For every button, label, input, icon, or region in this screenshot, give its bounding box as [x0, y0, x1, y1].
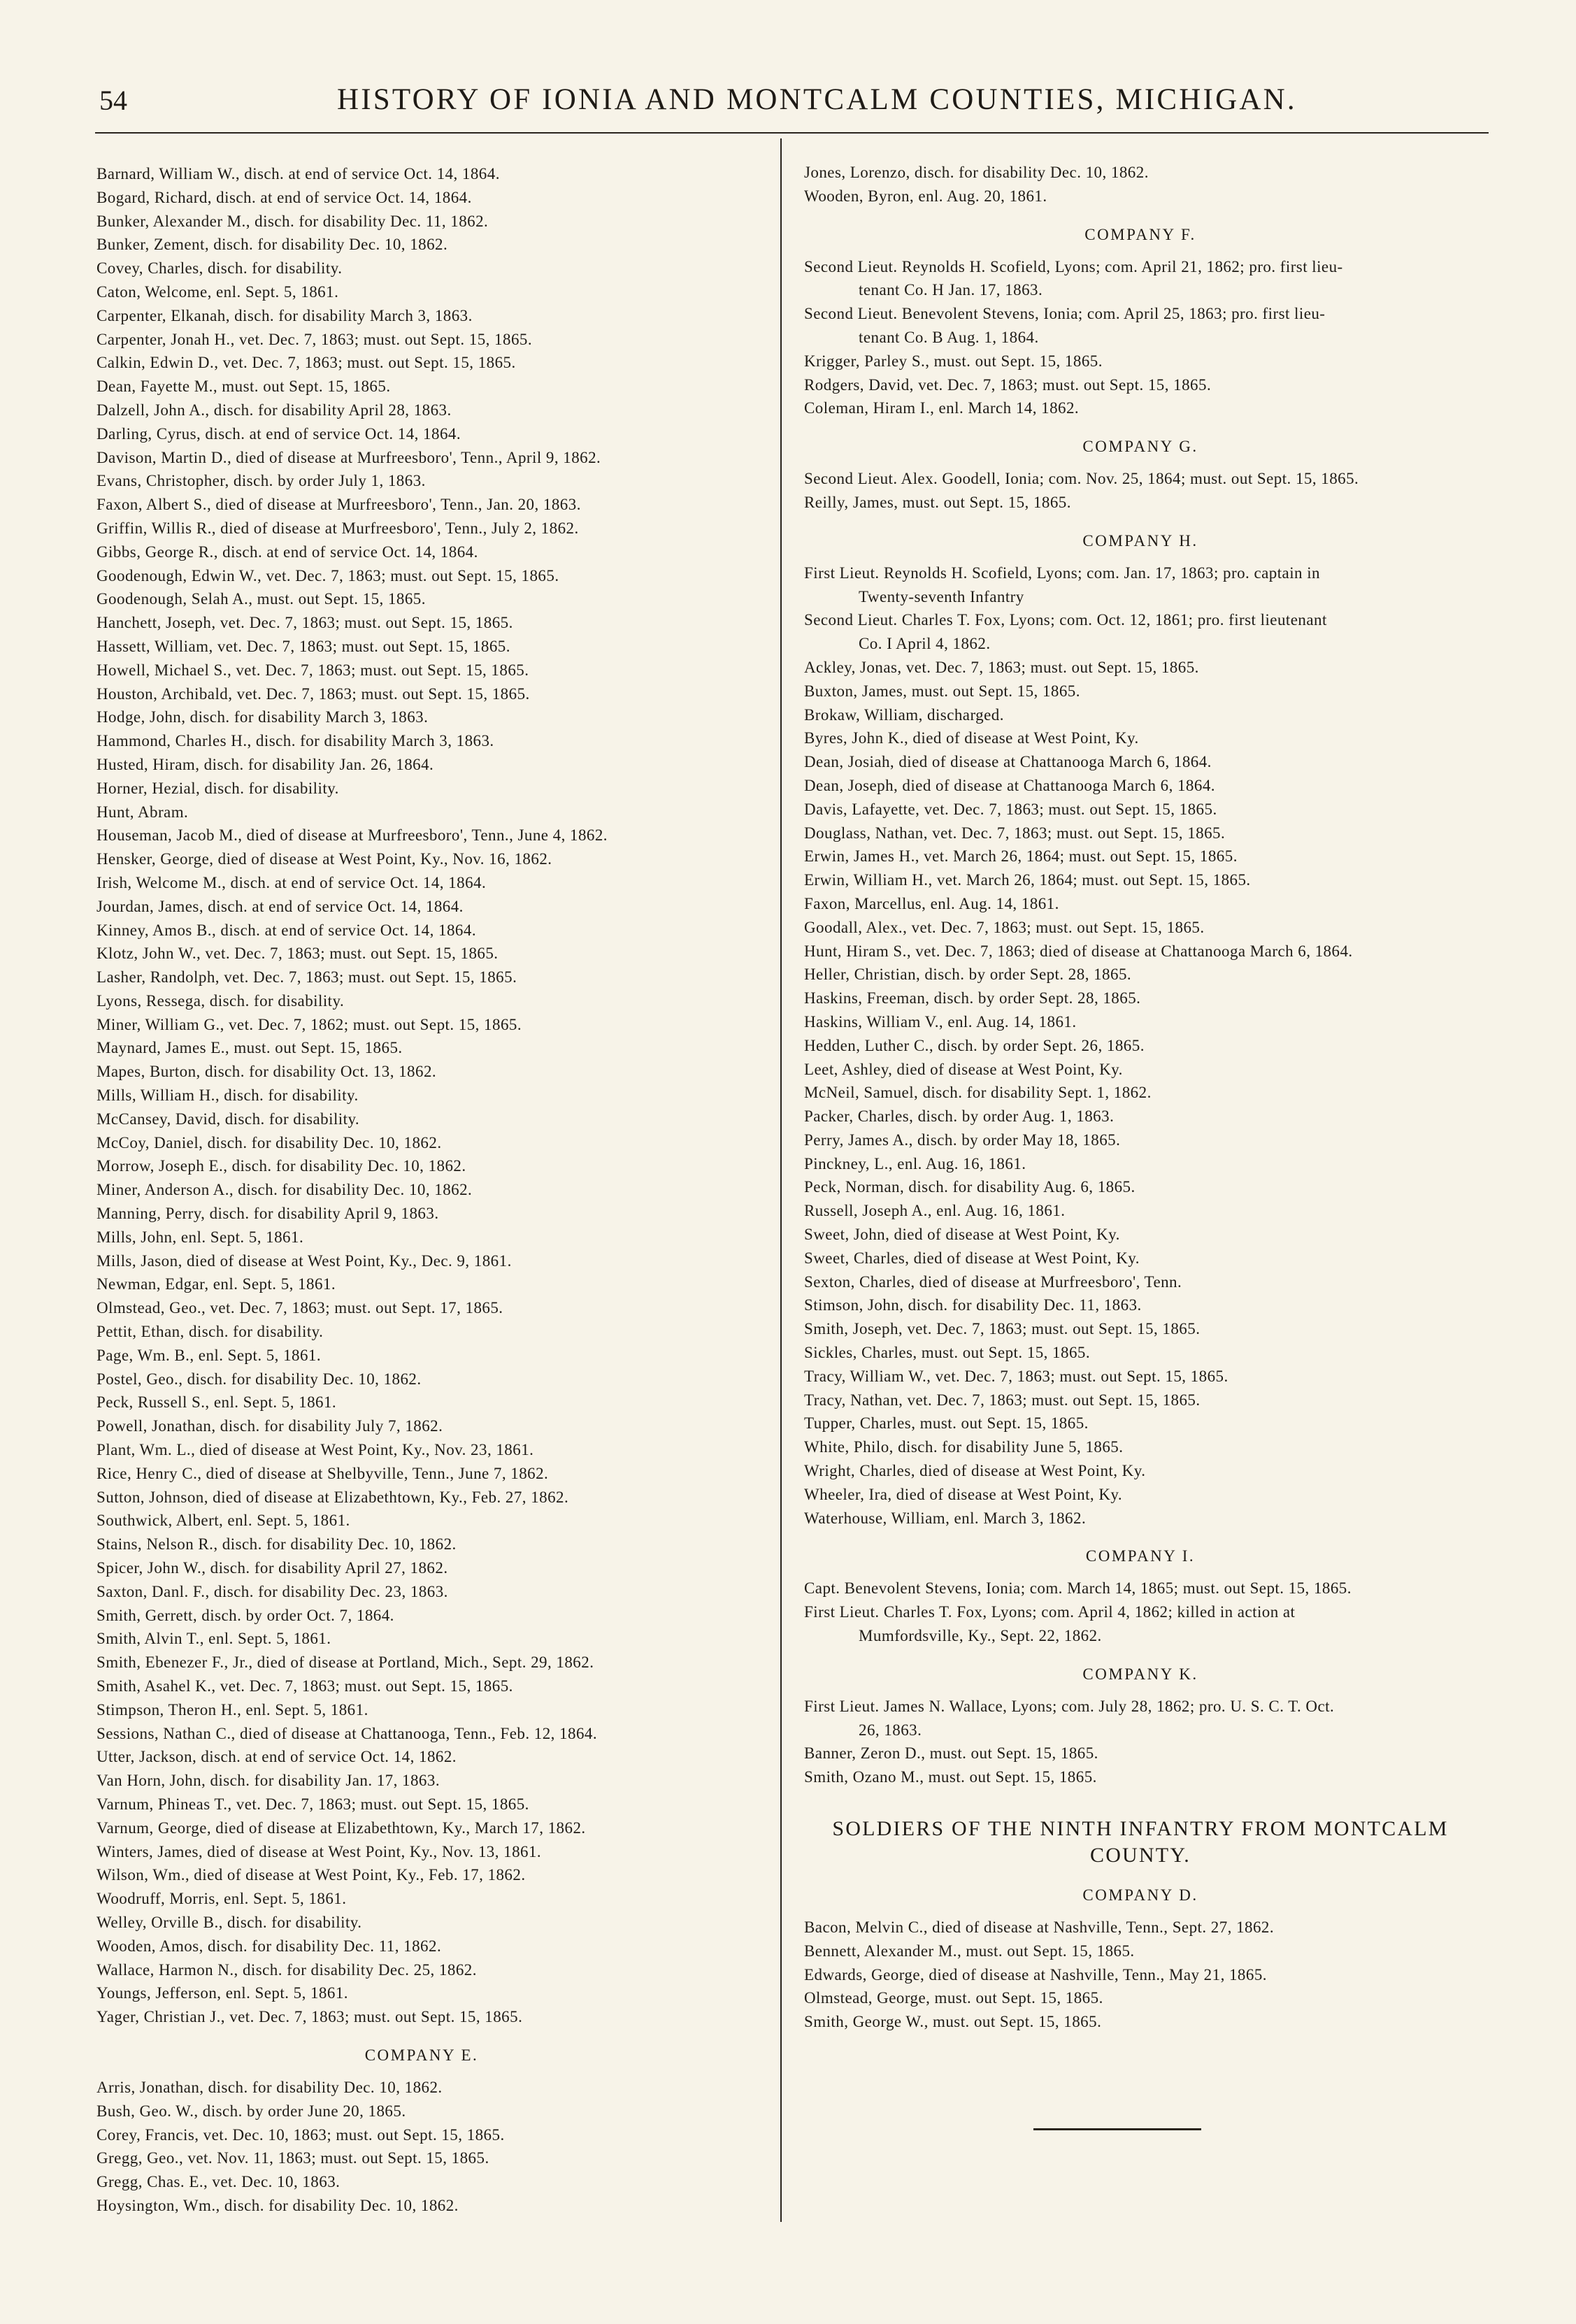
roster-entry: Wilson, Wm., died of disease at West Point, Ky., Feb. 17, 1862. [96, 1866, 526, 1884]
roster-entry: Newman, Edgar, enl. Sept. 5, 1861. [96, 1275, 336, 1293]
roster-entry: Varnum, Phineas T., vet. Dec. 7, 1863; must. out Sept. 15, 1865. [96, 1795, 529, 1813]
roster-entry: Hunt, Hiram S., vet. Dec. 7, 1863; died of disease at Chattanooga March 6, 1864. [804, 942, 1353, 960]
roster-entry: Manning, Perry, disch. for disability April 9, 1863. [96, 1205, 439, 1223]
roster-entry: Peck, Norman, disch. for disability Aug. 6, 1865. [804, 1178, 1136, 1196]
roster-entry: Bogard, Richard, disch. at end of service Oct. 14, 1864. [96, 188, 472, 206]
roster-entry: Hunt, Abram. [96, 803, 189, 821]
roster-entry: Erwin, James H., vet. March 26, 1864; must. out Sept. 15, 1865. [804, 847, 1238, 866]
officer-line: Second Lieut. Benevolent Stevens, Ionia; com. April 25, 1863; pro. first lieu- [804, 305, 1326, 323]
roster-entry: Kinney, Amos B., disch. at end of service Oct. 14, 1864. [96, 921, 477, 939]
roster-entry: Erwin, William H., vet. March 26, 1864; must. out Sept. 15, 1865. [804, 871, 1251, 889]
roster-entry: Olmstead, Geo., vet. Dec. 7, 1863; must. out Sept. 17, 1865. [96, 1299, 503, 1317]
right-column [804, 161, 1477, 2034]
roster-entry: Klotz, John W., vet. Dec. 7, 1863; must. out Sept. 15, 1865. [96, 945, 499, 963]
company-e-heading: COMPANY E. [364, 2046, 479, 2064]
roster-entry: Hedden, Luther C., disch. by order Sept. 26, 1865. [804, 1036, 1145, 1054]
roster-entry: Perry, James A., disch. by order May 18, 1865. [804, 1131, 1121, 1149]
roster-entry: Gregg, Geo., vet. Nov. 11, 1863; must. out Sept. 15, 1865. [96, 2149, 489, 2167]
officer-line-continued: Mumfordsville, Ky., Sept. 22, 1862. [859, 1627, 1102, 1645]
roster-entry: Irish, Welcome M., disch. at end of service Oct. 14, 1864. [96, 873, 487, 891]
roster-entry: Yager, Christian J., vet. Dec. 7, 1863; must. out Sept. 15, 1865. [96, 2008, 523, 2026]
officer-entry [804, 608, 1477, 656]
roster-entry: Carpenter, Jonah H., vet. Dec. 7, 1863; must. out Sept. 15, 1865. [96, 330, 533, 348]
roster-entry: Bacon, Melvin C., died of disease at Nashville, Tenn., Sept. 27, 1862. [804, 1918, 1275, 1937]
roster-entry: Sweet, John, died of disease at West Point, Ky. [804, 1226, 1120, 1244]
roster-entry: Welley, Orville B., disch. for disability. [96, 1913, 362, 1931]
company-k-heading: COMPANY K. [1082, 1665, 1198, 1683]
roster-entry: Calkin, Edwin D., vet. Dec. 7, 1863; must. out Sept. 15, 1865. [96, 354, 516, 372]
roster-entry: Wooden, Amos, disch. for disability Dec. 11, 1862. [96, 1937, 442, 1955]
roster-entry: Gibbs, George R., disch. at end of service Oct. 14, 1864. [96, 543, 478, 561]
roster-entry: Utter, Jackson, disch. at end of service Oct. 14, 1862. [96, 1748, 457, 1766]
header-rule [95, 132, 1489, 134]
officer-line: First Lieut. Charles T. Fox, Lyons; com. April 4, 1862; killed in action at [804, 1603, 1296, 1621]
roster-entry: Reilly, James, must. out Sept. 15, 1865. [804, 493, 1071, 511]
officer-line: First Lieut. James N. Wallace, Lyons; com. July 28, 1862; pro. U. S. C. T. Oct. [804, 1697, 1335, 1715]
roster-entry: Smith, Gerrett, disch. by order Oct. 7, 1864. [96, 1606, 394, 1624]
company-e-roster [96, 2076, 747, 2218]
roster-entry: Miner, William G., vet. Dec. 7, 1862; must. out Sept. 15, 1865. [96, 1015, 522, 1033]
roster-entry: Wright, Charles, died of disease at West Point, Ky. [804, 1462, 1146, 1480]
roster-entry: Davison, Martin D., died of disease at Murfreesboro', Tenn., April 9, 1862. [96, 448, 601, 466]
roster-entry: Dalzell, John A., disch. for disability April 28, 1863. [96, 401, 452, 419]
roster-entry: Stimpson, Theron H., enl. Sept. 5, 1861. [96, 1700, 368, 1719]
roster-entry: Hanchett, Joseph, vet. Dec. 7, 1863; must. out Sept. 15, 1865. [96, 614, 513, 632]
roster-entry: Plant, Wm. L., died of disease at West Point, Ky., Nov. 23, 1861. [96, 1441, 534, 1459]
officer-line-continued: Co. I April 4, 1862. [859, 635, 991, 653]
ninth-infantry-heading: SOLDIERS OF THE NINTH INFANTRY FROM MONTCALM COUNTY. [832, 1817, 1449, 1867]
page-number: 54 [99, 85, 127, 116]
roster-entry: Sexton, Charles, died of disease at Murfreesboro', Tenn. [804, 1272, 1182, 1291]
officer-line-continued: Twenty-seventh Infantry [859, 587, 1024, 605]
roster-entry: Rice, Henry C., died of disease at Shelbyville, Tenn., June 7, 1862. [96, 1464, 549, 1482]
roster-entry: Stimson, John, disch. for disability Dec. 11, 1863. [804, 1296, 1142, 1314]
officer-line-continued: tenant Co. H Jan. 17, 1863. [859, 281, 1043, 299]
roster-entry: Jones, Lorenzo, disch. for disability Dec. 10, 1862. [804, 164, 1149, 181]
column-divider [780, 138, 782, 2222]
roster-entry: Coleman, Hiram I., enl. March 14, 1862. [804, 399, 1080, 417]
roster-entry: Hodge, John, disch. for disability March 3, 1863. [96, 708, 429, 726]
left-column [96, 162, 747, 2218]
roster-entry: Horner, Hezial, disch. for disability. [96, 779, 339, 797]
officer-entry [804, 1600, 1477, 1648]
company-h-heading: COMPANY H. [1082, 531, 1198, 550]
roster-entry: Hoysington, Wm., disch. for disability Dec. 10, 1862. [96, 2196, 459, 2214]
officer-line: Second Lieut. Charles T. Fox, Lyons; com. Oct. 12, 1861; pro. first lieutenant [804, 611, 1327, 629]
roster-entry: Smith, George W., must. out Sept. 15, 1865. [804, 2013, 1102, 2031]
roster-entry: Arris, Jonathan, disch. for disability Dec. 10, 1862. [96, 2078, 443, 2096]
officer-line: Second Lieut. Reynolds H. Scofield, Lyons; com. April 21, 1862; pro. first lieu- [804, 257, 1343, 275]
roster-entry: Leet, Ashley, died of disease at West Point, Ky. [804, 1060, 1123, 1078]
roster-entry: Smith, Asahel K., vet. Dec. 7, 1863; must. out Sept. 15, 1865. [96, 1677, 513, 1695]
company-e-roster-continued [804, 161, 1477, 208]
roster-entry: Bunker, Alexander M., disch. for disability Dec. 11, 1862. [96, 212, 489, 230]
roster-entry: Faxon, Albert S., died of disease at Murfreesboro', Tenn., Jan. 20, 1863. [96, 496, 581, 514]
roster-entry: Davis, Lafayette, vet. Dec. 7, 1863; must. out Sept. 15, 1865. [804, 800, 1217, 818]
roster-entry: Miner, Anderson A., disch. for disability Dec. 10, 1862. [96, 1181, 473, 1199]
roster-entry: Husted, Hiram, disch. for disability Jan. 26, 1864. [96, 755, 434, 773]
roster-entry: Stains, Nelson R., disch. for disability Dec. 10, 1862. [96, 1535, 457, 1554]
roster-entry: Buxton, James, must. out Sept. 15, 1865. [804, 682, 1080, 700]
roster-entry: Smith, Joseph, vet. Dec. 7, 1863; must. out Sept. 15, 1865. [804, 1320, 1201, 1338]
roster-entry: Rodgers, David, vet. Dec. 7, 1863; must. out Sept. 15, 1865. [804, 375, 1212, 394]
roster-entry: Carpenter, Elkanah, disch. for disability March 3, 1863. [96, 306, 473, 324]
officer-entry [804, 302, 1477, 350]
roster-entry: McCoy, Daniel, disch. for disability Dec. 10, 1862. [96, 1133, 442, 1152]
roster-entry: Hassett, William, vet. Dec. 7, 1863; must. out Sept. 15, 1865. [96, 637, 510, 655]
roster-entry: Evans, Christopher, disch. by order July 1, 1863. [96, 472, 426, 490]
roster-entry: Smith, Ozano M., must. out Sept. 15, 1865. [804, 1768, 1097, 1786]
company-h-roster [804, 656, 1477, 1530]
roster-entry: Maynard, James E., must. out Sept. 15, 1865. [96, 1039, 403, 1057]
roster-entry: Goodenough, Selah A., must. out Sept. 15, 1865. [96, 590, 426, 608]
company-k-roster [804, 1742, 1477, 1789]
roster-entry: Faxon, Marcellus, enl. Aug. 14, 1861. [804, 894, 1059, 912]
roster-entry: Sessions, Nathan C., died of disease at Chattanooga, Tenn., Feb. 12, 1864. [96, 1724, 598, 1742]
roster-entry: White, Philo, disch. for disability June 5, 1865. [804, 1438, 1124, 1456]
roster-entry: Houston, Archibald, vet. Dec. 7, 1863; must. out Sept. 15, 1865. [96, 684, 530, 703]
roster-entry: Goodall, Alex., vet. Dec. 7, 1863; must. out Sept. 15, 1865. [804, 918, 1205, 936]
roster-entry: Peck, Russell S., enl. Sept. 5, 1861. [96, 1393, 337, 1412]
roster-entry: Griffin, Willis R., died of disease at Murfreesboro', Tenn., July 2, 1862. [96, 519, 579, 537]
roster-entry: Postel, Geo., disch. for disability Dec. 10, 1862. [96, 1370, 422, 1388]
officer-entry [804, 1695, 1477, 1742]
roster-entry: Sutton, Johnson, died of disease at Elizabethtown, Ky., Feb. 27, 1862. [96, 1488, 569, 1506]
ninth-company-d-heading: COMPANY D. [1082, 1886, 1198, 1905]
roster-entry: Hammond, Charles H., disch. for disability March 3, 1863. [96, 732, 494, 750]
roster-entry: Byres, John K., died of disease at West Point, Ky. [804, 729, 1139, 747]
roster-entry: Pinckney, L., enl. Aug. 16, 1861. [804, 1154, 1026, 1172]
roster-entry: Heller, Christian, disch. by order Sept. 28, 1865. [804, 966, 1132, 984]
roster-entry: Page, Wm. B., enl. Sept. 5, 1861. [96, 1346, 322, 1364]
officer-line-continued: tenant Co. B Aug. 1, 1864. [859, 328, 1039, 346]
officer-entry [804, 561, 1477, 609]
roster-entry: Jourdan, James, disch. at end of service Oct. 14, 1864. [96, 897, 464, 915]
ninth-company-d-roster [804, 1916, 1477, 2034]
roster-entry: Mills, Jason, died of disease at West Point, Ky., Dec. 9, 1861. [96, 1251, 512, 1270]
roster-entry: Bennett, Alexander M., must. out Sept. 15, 1865. [804, 1942, 1135, 1960]
officer-entry [804, 255, 1477, 303]
roster-entry: McNeil, Samuel, disch. for disability Sept. 1, 1862. [804, 1084, 1152, 1102]
roster-entry: Sickles, Charles, must. out Sept. 15, 1865. [804, 1344, 1091, 1362]
roster-entry: Wallace, Harmon N., disch. for disability Dec. 25, 1862. [96, 1960, 477, 1979]
roster-entry: Southwick, Albert, enl. Sept. 5, 1861. [96, 1512, 350, 1530]
roster-entry: Dean, Josiah, died of disease at Chattanooga March 6, 1864. [804, 753, 1212, 771]
roster-entry: Olmstead, George, must. out Sept. 15, 1865. [804, 1989, 1103, 2007]
company-d-roster-continued [96, 162, 747, 2029]
roster-entry: Ackley, Jonas, vet. Dec. 7, 1863; must. out Sept. 15, 1865. [804, 658, 1199, 676]
roster-entry: McCansey, David, disch. for disability. [96, 1110, 360, 1128]
company-g-roster [804, 467, 1477, 515]
roster-entry: Sweet, Charles, died of disease at West Point, Ky. [804, 1249, 1140, 1267]
roster-entry: Dean, Joseph, died of disease at Chattanooga March 6, 1864. [804, 776, 1215, 794]
roster-entry: Woodruff, Morris, enl. Sept. 5, 1861. [96, 1890, 347, 1908]
roster-entry: Waterhouse, William, enl. March 3, 1862. [804, 1509, 1087, 1527]
roster-entry: Morrow, Joseph E., disch. for disability Dec. 10, 1862. [96, 1157, 466, 1175]
roster-entry: Haskins, William V., enl. Aug. 14, 1861. [804, 1012, 1077, 1031]
roster-entry: Dean, Fayette M., must. out Sept. 15, 1865. [96, 378, 391, 396]
roster-entry: Mapes, Burton, disch. for disability Oct. 13, 1862. [96, 1063, 437, 1081]
roster-entry: Lasher, Randolph, vet. Dec. 7, 1863; must. out Sept. 15, 1865. [96, 968, 517, 987]
roster-entry: Bunker, Zement, disch. for disability Dec. 10, 1862. [96, 236, 448, 254]
roster-entry: Saxton, Danl. F., disch. for disability Dec. 23, 1863. [96, 1582, 448, 1600]
roster-entry: Powell, Jonathan, disch. for disability July 7, 1862. [96, 1417, 443, 1435]
roster-entry: Second Lieut. Alex. Goodell, Ionia; com. Nov. 25, 1864; must. out Sept. 15, 1865. [804, 470, 1359, 488]
roster-entry: Covey, Charles, disch. for disability. [96, 259, 343, 278]
roster-entry: Banner, Zeron D., must. out Sept. 15, 1865. [804, 1744, 1098, 1763]
roster-entry: Tracy, William W., vet. Dec. 7, 1863; must. out Sept. 15, 1865. [804, 1367, 1228, 1385]
roster-entry: Douglass, Nathan, vet. Dec. 7, 1863; must. out Sept. 15, 1865. [804, 824, 1226, 842]
roster-entry: Packer, Charles, disch. by order Aug. 1, 1863. [804, 1107, 1115, 1126]
roster-entry: Varnum, George, died of disease at Elizabethtown, Ky., March 17, 1862. [96, 1819, 586, 1837]
roster-entry: Lyons, Ressega, disch. for disability. [96, 991, 345, 1010]
roster-entry: Barnard, William W., disch. at end of service Oct. 14, 1864. [96, 165, 500, 182]
running-head: HISTORY OF IONIA AND MONTCALM COUNTIES, MICHIGAN. [337, 83, 1297, 116]
roster-entry: Haskins, Freeman, disch. by order Sept. 28, 1865. [804, 989, 1141, 1007]
roster-entry: Tracy, Nathan, vet. Dec. 7, 1863; must. out Sept. 15, 1865. [804, 1391, 1201, 1409]
roster-entry: Wheeler, Ira, died of disease at West Point, Ky. [804, 1485, 1123, 1503]
roster-entry: Mills, William H., disch. for disability. [96, 1086, 359, 1105]
officer-line: First Lieut. Reynolds H. Scofield, Lyons; com. Jan. 17, 1863; pro. captain in [804, 564, 1320, 582]
company-f-heading: COMPANY F. [1084, 225, 1196, 243]
page-header [95, 78, 1490, 120]
roster-entry: Hensker, George, died of disease at West Point, Ky., Nov. 16, 1862. [96, 850, 552, 868]
roster-entry: Darling, Cyrus, disch. at end of service Oct. 14, 1864. [96, 424, 461, 443]
roster-entry: Russell, Joseph A., enl. Aug. 16, 1861. [804, 1202, 1066, 1220]
roster-entry: Krigger, Parley S., must. out Sept. 15, 1865. [804, 352, 1103, 370]
roster-entry: Wooden, Byron, enl. Aug. 20, 1861. [804, 187, 1047, 205]
roster-entry: Youngs, Jefferson, enl. Sept. 5, 1861. [96, 1984, 348, 2002]
roster-entry: Capt. Benevolent Stevens, Ionia; com. March 14, 1865; must. out Sept. 15, 1865. [804, 1579, 1352, 1598]
roster-entry: Winters, James, died of disease at West Point, Ky., Nov. 13, 1861. [96, 1842, 542, 1860]
roster-entry: Edwards, George, died of disease at Nashville, Tenn., May 21, 1865. [804, 1965, 1267, 1984]
roster-entry: Spicer, John W., disch. for disability April 27, 1862. [96, 1559, 448, 1577]
roster-entry: Mills, John, enl. Sept. 5, 1861. [96, 1228, 304, 1246]
roster-entry: Brokaw, William, discharged. [804, 705, 1004, 724]
roster-entry: Smith, Alvin T., enl. Sept. 5, 1861. [96, 1630, 331, 1648]
company-i-heading: COMPANY I. [1085, 1547, 1196, 1565]
roster-entry: Houseman, Jacob M., died of disease at Murfreesboro', Tenn., June 4, 1862. [96, 826, 608, 845]
roster-entry: Pettit, Ethan, disch. for disability. [96, 1323, 324, 1341]
end-rule [1033, 2128, 1201, 2130]
roster-entry: Corey, Francis, vet. Dec. 10, 1863; must. out Sept. 15, 1865. [96, 2125, 505, 2144]
roster-entry: Tupper, Charles, must. out Sept. 15, 1865. [804, 1414, 1089, 1433]
roster-entry: Gregg, Chas. E., vet. Dec. 10, 1863. [96, 2173, 341, 2191]
roster-entry: Bush, Geo. W., disch. by order June 20, 1865. [96, 2102, 406, 2120]
roster-entry: Goodenough, Edwin W., vet. Dec. 7, 1863; must. out Sept. 15, 1865. [96, 566, 559, 584]
roster-entry: Van Horn, John, disch. for disability Jan. 17, 1863. [96, 1772, 440, 1790]
officer-line-continued: 26, 1863. [859, 1721, 922, 1739]
roster-entry: Howell, Michael S., vet. Dec. 7, 1863; must. out Sept. 15, 1865. [96, 661, 529, 679]
roster-entry: Smith, Ebenezer F., Jr., died of disease at Portland, Mich., Sept. 29, 1862. [96, 1654, 594, 1672]
company-g-heading: COMPANY G. [1082, 438, 1198, 456]
company-f-roster [804, 350, 1477, 420]
roster-entry: Caton, Welcome, enl. Sept. 5, 1861. [96, 282, 339, 301]
